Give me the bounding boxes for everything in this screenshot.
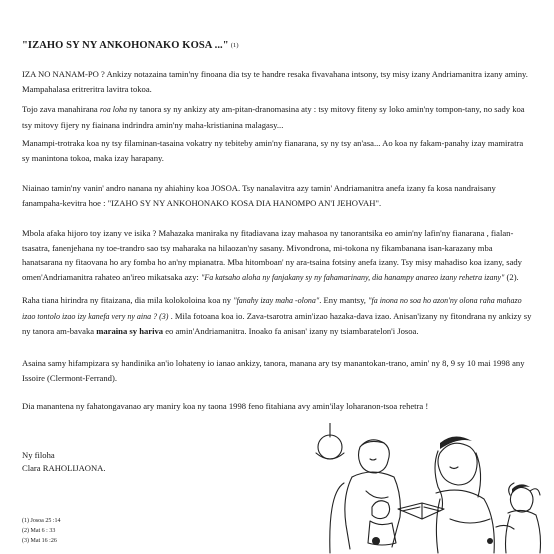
paragraph-6-quote-1: "fanahy izay maha -olona": [233, 296, 320, 305]
paragraph-3: Manampi-trotraka koa ny tsy filaminan-tasaina vokatry ny tebiteby amin'ny fianarana, sy ny tsy an'asa... Ao koa ny fakam-panahy izay mamiratra sy manintona tokoa, maka izay harapany.: [22, 138, 524, 163]
paragraph-6-text-a: Raha tiana hirindra ny fitaizana, dia mila kolokoloina koa ny: [22, 295, 234, 305]
mother-body: [436, 490, 494, 553]
paragraph-8: Dia manantena ny fahatongavanao ary maniry koa ny taona 1998 feno fitahiana avy amin'ilay loharanon-tsoa rehetra !: [22, 401, 429, 411]
paragraph-6: [22, 293, 532, 339]
paragraph-6-text-d: eo amin'Andriamanitra. Inoako fa anisan' izany ny tsiambaratelon'i Josoa.: [163, 326, 419, 336]
footnote-3: (3) Mat 16 :26: [22, 538, 57, 544]
paragraph-1: IZA NO NANAM-PO ? Ankizy notazaina tamin'ny finoana dia tsy te handre resaka fivavahana intsony, tsy misy izany Andriamanitra izany aminy. Mampahalasa eritreritra lavitra tokoa.: [22, 69, 528, 94]
paragraph-5-text-b: (2).: [504, 271, 519, 282]
footnote-1: (1) Josoa 25 :14: [22, 518, 61, 524]
paragraph-5: [22, 226, 532, 285]
signature-name: Clara RAHOLIJAONA.: [22, 463, 106, 473]
lamp-shade: [318, 435, 342, 459]
footnote-2: (2) Mat 6 : 33: [22, 528, 56, 534]
title-footnote-ref: (1): [230, 42, 239, 49]
paragraph-5-quote: "Fa katsaho aloha ny fanjakany sy ny fahamarinany, dia hanampy anareo izany rehetra izany": [200, 272, 505, 282]
paragraph-2: [22, 102, 532, 132]
family-reading-illustration: [290, 423, 554, 554]
paragraph-6-text-b: . Eny mantsy,: [319, 295, 369, 305]
paragraph-7: Asaina samy hifampizara sy handinika an'io lohateny io ianao ankizy, tanora, manana ary tsy manantokan-trano, amin' ny 8, 9 sy 10 mai 1998 any Issoire (Clermont-Ferrand).: [22, 358, 525, 383]
paragraph-2-text-b: ny tanora sy ny ankizy aty am-pitan-dranomasina aty : tsy mitovy fiteny sy loko amin'ny tompon-tany, no sady koa tsy mitovy fijery ny fiainana indrindra amin'ny maha-kristianina malagasy...: [22, 104, 525, 130]
girl-body: [508, 510, 541, 553]
father-body: [352, 472, 400, 547]
signature-role: Ny filoha: [22, 450, 55, 460]
paragraph-5-text-a: Mbola afaka hijoro toy izany ve isika ? Mahazaka maniraka ny fitadiavana izay mahasoa ny tanorantsika eo amin'ny lafin'ny fianarana , fialan-tsasatra, fanenjehana ny toe-trandro sao tsy maharaka na hilaozan'ny sasany. Mivondrona, mi-tokona ny fikambanana isan-karazany mba hanatsarana ny fitaovana ho ary fomba ho an'ny mpianatra. Mba hitomboan' ny ara-tsaina fotsiny anefa izany. Tsy misy mahadiso koa izany, sady omen'Andriamanitra rahateo an'ireo mikatsaka azy:: [22, 228, 522, 282]
chair-back: [330, 483, 344, 553]
paragraph-2-text-a: Tojo zava manahirana: [22, 104, 100, 114]
paragraph-6-quote-2: "fa inona no soa ho azon'ny olona raha mahazo izao tontolo izao izy kanefa very ny aina ? (3): [22, 296, 522, 321]
paragraph-6-bold: maraina sy hariva: [96, 326, 164, 336]
paragraph-2-italic: roa loha: [99, 105, 127, 114]
title-text: "IZAHO SY NY ANKOHONAKO KOSA ...": [22, 40, 229, 51]
child-head: [372, 501, 390, 519]
page-title: [22, 40, 532, 51]
signature-block: [22, 449, 106, 475]
paragraph-6-text-c: . Mila fotoana koa io. Zava-tsarotra amin'izao hazaka-dava izao. Anisan'izany ny fitondrana ny ankizy sy ny tanora am-bavaka: [22, 310, 532, 336]
mother-head: [438, 443, 477, 485]
paragraph-4: Niainao tamin'ny vanin' andro nanana ny ahiahiny koa JOSOA. Tsy nanalavitra azy tamin' Andriamanitra anefa izany fa kosa nandraisany fanampaha-kevitra hoe : "IZAHO SY NY ANKOHONAKO KOSA DIA HANOMPO AN'I JEHOVAH".: [22, 183, 496, 208]
footnotes: [22, 516, 61, 546]
